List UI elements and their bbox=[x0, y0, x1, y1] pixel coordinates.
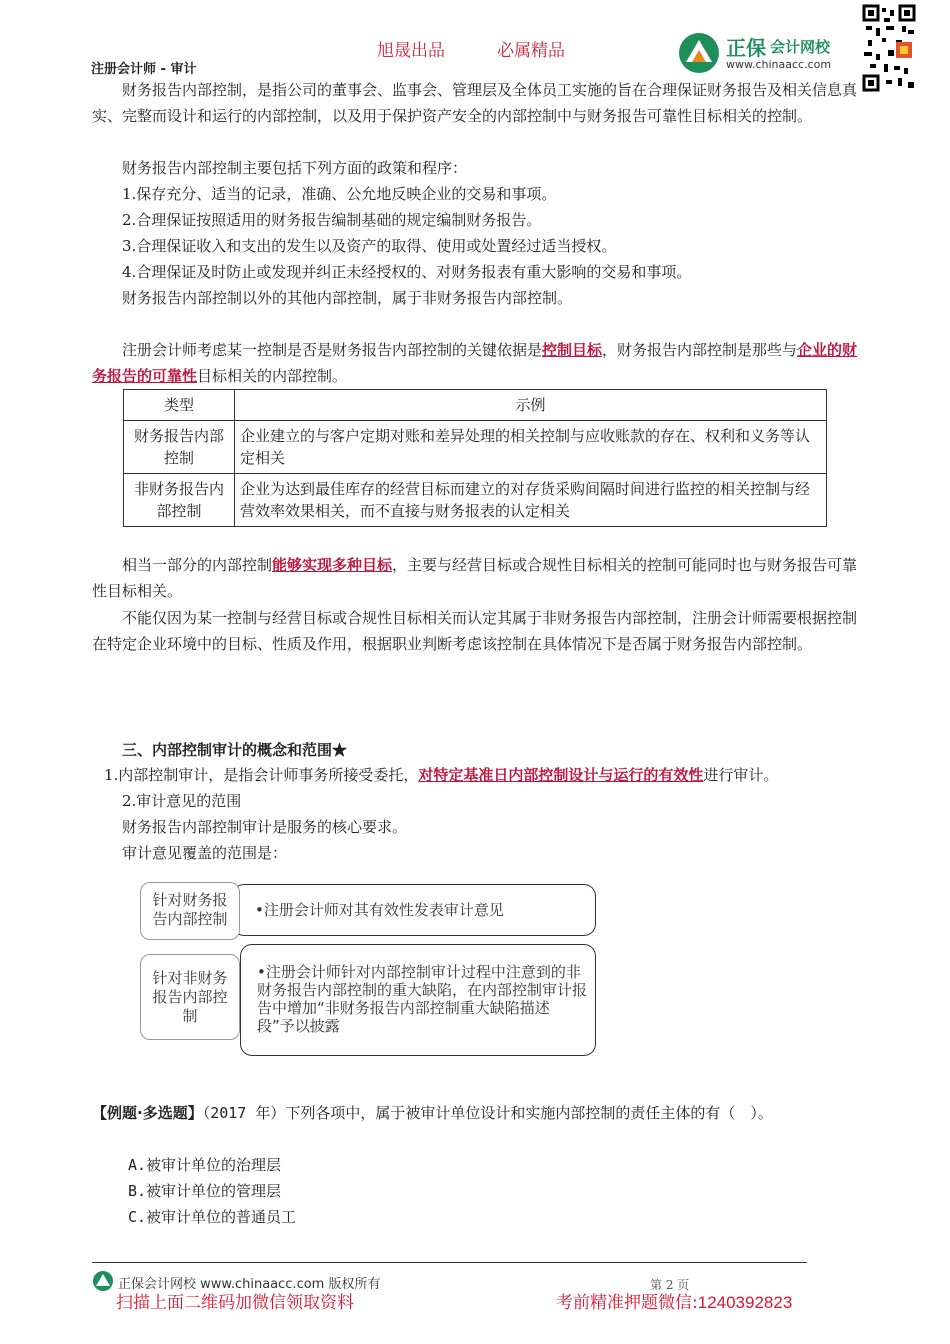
diagram-box2-label-text: 针对非财务报告内部控制 bbox=[152, 969, 228, 1025]
section-item-2: 2.审计意见的范围 bbox=[122, 792, 242, 810]
table-row bbox=[124, 421, 827, 474]
promo-wechat-number: 1240392823 bbox=[697, 1293, 793, 1312]
qr-code bbox=[862, 4, 916, 98]
paragraph-core-requirement: 财务报告内部控制审计是服务的核心要求。 bbox=[122, 818, 408, 836]
key-basis-text-b: ，财务报告内部控制是那些与 bbox=[602, 341, 798, 359]
section-title: 三、内部控制审计的概念和范围★ bbox=[122, 741, 348, 759]
table-header-row bbox=[124, 390, 827, 421]
list-item: 1.保存充分、适当的记录，准确、公允地反映企业的交易和事项。 bbox=[122, 185, 557, 203]
multi-objectives-text-b: ，主要与经营目标或合规性目标相关的控制可能同时也与财务报告可靠性目标相关。 bbox=[92, 556, 858, 600]
option-b: B.被审计单位的管理层 bbox=[128, 1182, 282, 1200]
paragraph-definition: 财务报告内部控制，是指公司的董事会、监事会、管理层及全体员工实施的旨在合理保证财务报告及相关信息真实、完整而设计和运行的内部控制，以及用于保护资产安全的内部控制中与财务报告可靠性目标相关的控制。 bbox=[92, 81, 858, 125]
diagram-box1-content bbox=[232, 884, 596, 936]
highlight-reliability: 企业的财务报告的可靠性 bbox=[92, 341, 858, 385]
diagram-box2-content bbox=[240, 944, 596, 1056]
multi-objectives-text-a: 相当一部分的内部控制 bbox=[122, 556, 273, 574]
table-row bbox=[124, 474, 827, 527]
logo-name: 正保 bbox=[726, 36, 766, 60]
doc-title: 注册会计师 - 审计 bbox=[91, 62, 197, 77]
logo-url[interactable]: www.chinaacc.com bbox=[726, 58, 832, 71]
diagram-box1-label bbox=[140, 882, 240, 940]
footer-divider bbox=[92, 1262, 807, 1263]
highlight-control-objective: 控制目标 bbox=[542, 341, 603, 359]
header-slogan-right: 必属精品 bbox=[497, 41, 565, 61]
item1-text-b: 进行审计。 bbox=[703, 766, 779, 784]
table-header-type: 类型 bbox=[124, 390, 235, 421]
footer-logo-icon bbox=[92, 1270, 114, 1292]
list-item: 3.合理保证收入和支出的发生以及资产的取得、使用或处置经过适当授权。 bbox=[122, 237, 617, 255]
option-a: A.被审计单位的治理层 bbox=[128, 1156, 282, 1174]
diagram-box1-text: •注册会计师对其有效性发表审计意见 bbox=[255, 901, 504, 919]
logo bbox=[678, 32, 858, 74]
paragraph-scope-intro: 审计意见覆盖的范围是： bbox=[122, 844, 288, 862]
paragraph-multiple-objectives bbox=[92, 552, 860, 604]
question-body: （2017 年）下列各项中，属于被审计单位设计和实施内部控制的责任主体的有（ ）。 bbox=[202, 1104, 773, 1122]
paragraph-non-financial: 财务报告内部控制以外的其他内部控制，属于非财务报告内部控制。 bbox=[122, 289, 573, 307]
control-type-table bbox=[123, 389, 827, 527]
footer-promo-right bbox=[556, 1288, 792, 1313]
list-item: 2.合理保证按照适用的财务报告编制基础的规定编制财务报告。 bbox=[122, 211, 542, 229]
key-basis-text-a: 注册会计师考虑某一控制是否是财务报告内部控制的关键依据是 bbox=[122, 341, 543, 359]
highlight-effectiveness: 对特定基准日内部控制设计与运行的有效性 bbox=[418, 766, 704, 784]
promo-wechat-label: 考前精准押题微信: bbox=[556, 1293, 698, 1313]
option-c: C.被审计单位的普通员工 bbox=[128, 1208, 297, 1226]
diagram-box1-label-text: 针对财务报告内部控制 bbox=[152, 891, 228, 928]
key-basis-text-c: 目标相关的内部控制。 bbox=[197, 367, 348, 385]
table-cell-type: 非财务报告内部控制 bbox=[124, 474, 235, 527]
header-slogan-left: 旭晟出品 bbox=[377, 41, 445, 61]
diagram-box2-label bbox=[140, 954, 240, 1040]
qr-code-icon bbox=[862, 4, 916, 92]
footer-promo-left: 扫描上面二维码加微信领取资料 bbox=[116, 1293, 354, 1313]
table-cell-example: 企业为达到最佳库存的经营目标而建立的对存货采购间隔时间进行监控的相关控制与经营效率效果相关，而不直接与财务报表的认定相关 bbox=[235, 474, 827, 527]
highlight-multiple-objectives: 能够实现多种目标 bbox=[272, 556, 393, 574]
item1-text-a: 1.内部控制审计，是指会计师事务所接受委托， bbox=[104, 766, 419, 784]
diagram-box2-text: •注册会计师针对内部控制审计过程中注意到的非财务报告内部控制的重大缺陷，在内部控制审计报告中增加“非财务报告内部控制重大缺陷描述段”予以披露 bbox=[257, 963, 588, 1035]
paragraph-judgement: 不能仅因为某一控制与经营目标或合规性目标相关而认定其属于非财务报告内部控制，注册会计师需要根据控制在特定企业环境中的目标、性质及作用，根据职业判断考虑该控制在具体情况下是否属于财务报告内部控制。 bbox=[92, 609, 858, 653]
paragraph-key-basis bbox=[92, 337, 860, 389]
logo-mark-icon bbox=[678, 32, 722, 74]
table-cell-example: 企业建立的与客户定期对账和差异处理的相关控制与应收账款的存在、权利和义务等认定相关 bbox=[235, 421, 827, 474]
question bbox=[92, 1100, 860, 1126]
list-item: 4.合理保证及时防止或发现并纠正未经授权的、对财务报表有重大影响的交易和事项。 bbox=[122, 263, 692, 281]
question-head: 【例题·多选题】 bbox=[92, 1104, 203, 1122]
table-header-example: 示例 bbox=[235, 390, 827, 421]
table-cell-type: 财务报告内部控制 bbox=[124, 421, 235, 474]
footer-copyright: 正保会计网校 www.chinaacc.com 版权所有 bbox=[118, 1277, 381, 1292]
logo-school: 会计网校 bbox=[770, 38, 831, 56]
section-item-1 bbox=[104, 762, 864, 788]
paragraph-policies-intro: 财务报告内部控制主要包括下列方面的政策和程序： bbox=[122, 159, 468, 177]
footer-page-number: 第 2 页 bbox=[650, 1278, 690, 1292]
